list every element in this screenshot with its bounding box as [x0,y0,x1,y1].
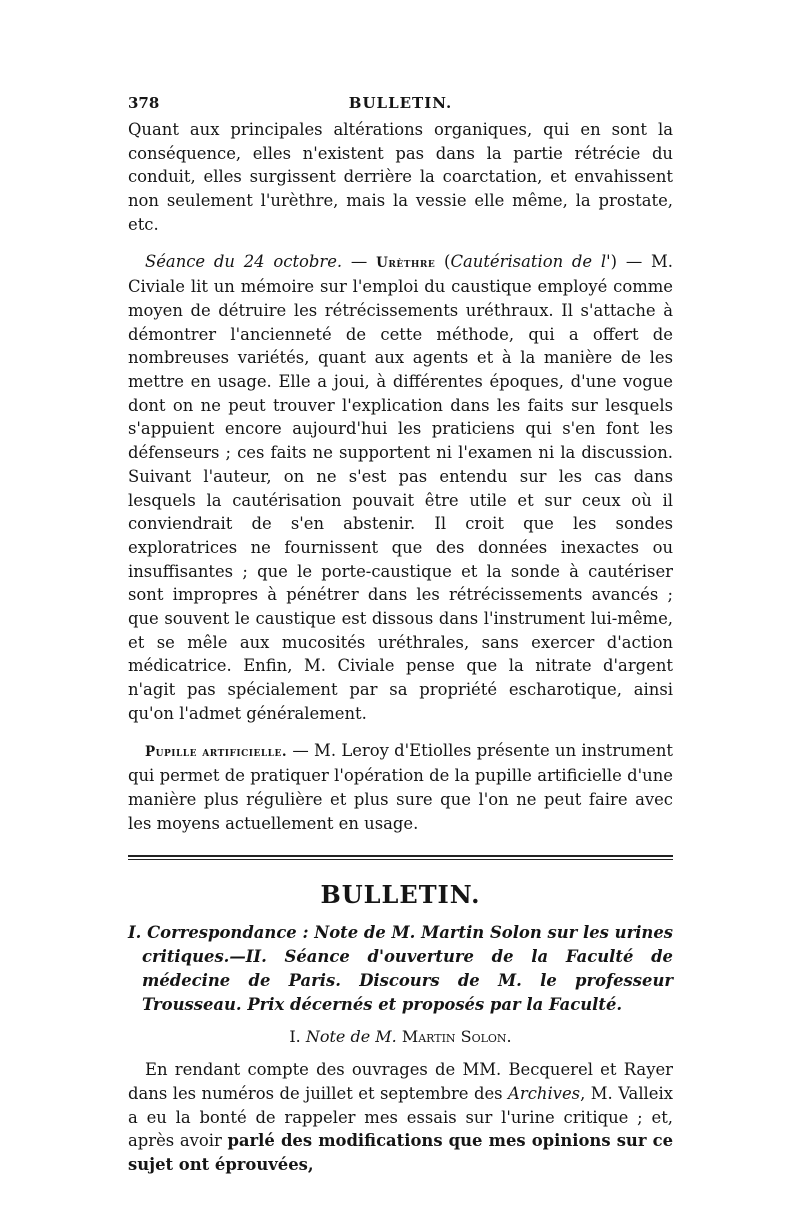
topic-pupille: Pupille artificielle. [145,743,288,760]
rule-thin [128,859,673,860]
running-header [128,92,673,118]
bulletin-summary: I. Correspondance : Note de M. Martin Solon sur les urines critiques.—II. Séance d'ouverture de la Faculté de médecine de Paris. Discours de M. le professeur Trousseau. Prix décernés et proposés par la Faculté. [128,923,673,1014]
paragraph-civiale-body: M. Civiale lit un mémoire sur l'emploi du caustique employé comme moyen de détruire les rétrécissements uréthraux. Il s'attache à démontrer l'ancienneté de cette méthode, qui a offert de nombreuses variétés, quant aux agents et à la manière de les mettre en usage. Elle a joui, à différentes époques, d'une vogue dont on ne peut trouver l'explication dans les faits sur lesquels s'appuient encore aujourd'hui les praticiens qui s'en font les défenseurs ; ces faits ne supportent ni l'examen ni la discussion. Suivant l'auteur, on ne s'est pas entendu sur les cas dans lesquels la cautérisation pouvait être utile et sur ceux où il conviendrait de s'en abstenir. Il croit que les sondes exploratrices ne fournissent que des données inexactes ou insuffisantes ; que le porte-caustique et la sonde à cautériser sont impropres à pénétrer dans les rétrécissements avancés ; que souvent le caustique est dissous dans l'instrument lui-même, et se mêle aux mucosités uréthrales, sans exercer d'action médicatrice. Enfin, M. Civiale pense que la nitrate d'argent n'agit pas spécialement par sa propriété escharotique, ainsi qu'on l'admet généralement. [128,251,673,723]
page-number: 378 [128,94,160,112]
topic-cauterisation: Cautérisation de l' [450,251,611,271]
running-title: BULLETIN. [348,94,453,112]
paren-open: ( [435,251,451,271]
bulletin-title: BULLETIN. [320,880,481,910]
section-author: Martin Solon. [396,1027,512,1047]
page [128,92,673,1177]
section-heading [128,1027,673,1046]
paragraph-consequences: Quant aux principales altérations organiques, qui en sont la conséquence, elles n'existent pas dans la partie rétrécie du conduit, elles surgissent derrière la coarctation, et envahissent non seulement l'urèthre, mais la vessie elle même, la prostate, etc. [128,120,673,234]
rule-thick [128,855,673,857]
paragraph-leroy-body: M. Leroy d'Etiolles présente un instrument qui permet de pratiquer l'opération de la pupille artificielle d'une manière plus régulière et plus sure que l'on ne peut faire avec les moyens actuellement en usage. [128,740,673,833]
seance-date: Séance du 24 octobre. [145,251,343,271]
topic-urethre: Urèthre [376,254,436,271]
double-rule [128,855,673,860]
dash: — [287,740,315,760]
paragraph-en-rendant-compte [128,1058,673,1177]
section-note: Note de M. [305,1027,397,1047]
text-middle: , M. Valleix a eu la bonté de rappeler mes essais sur l'urine critique ; et, après avoir [128,1083,673,1151]
text-bold-end: parlé des modifications que mes opinions sur ce sujet ont éprouvées, [128,1131,674,1175]
paragraph-seance-24-octobre [128,250,673,726]
section-number: I. [289,1027,306,1047]
paren-close: ) — [610,251,651,271]
archives-title: Archives [508,1083,581,1103]
text-start: En rendant compte des ouvrages de MM. Becquerel et Rayer dans les numéros de juillet et septembre des [128,1060,673,1103]
dash: — [342,251,377,271]
paragraph-pupille [128,739,673,836]
